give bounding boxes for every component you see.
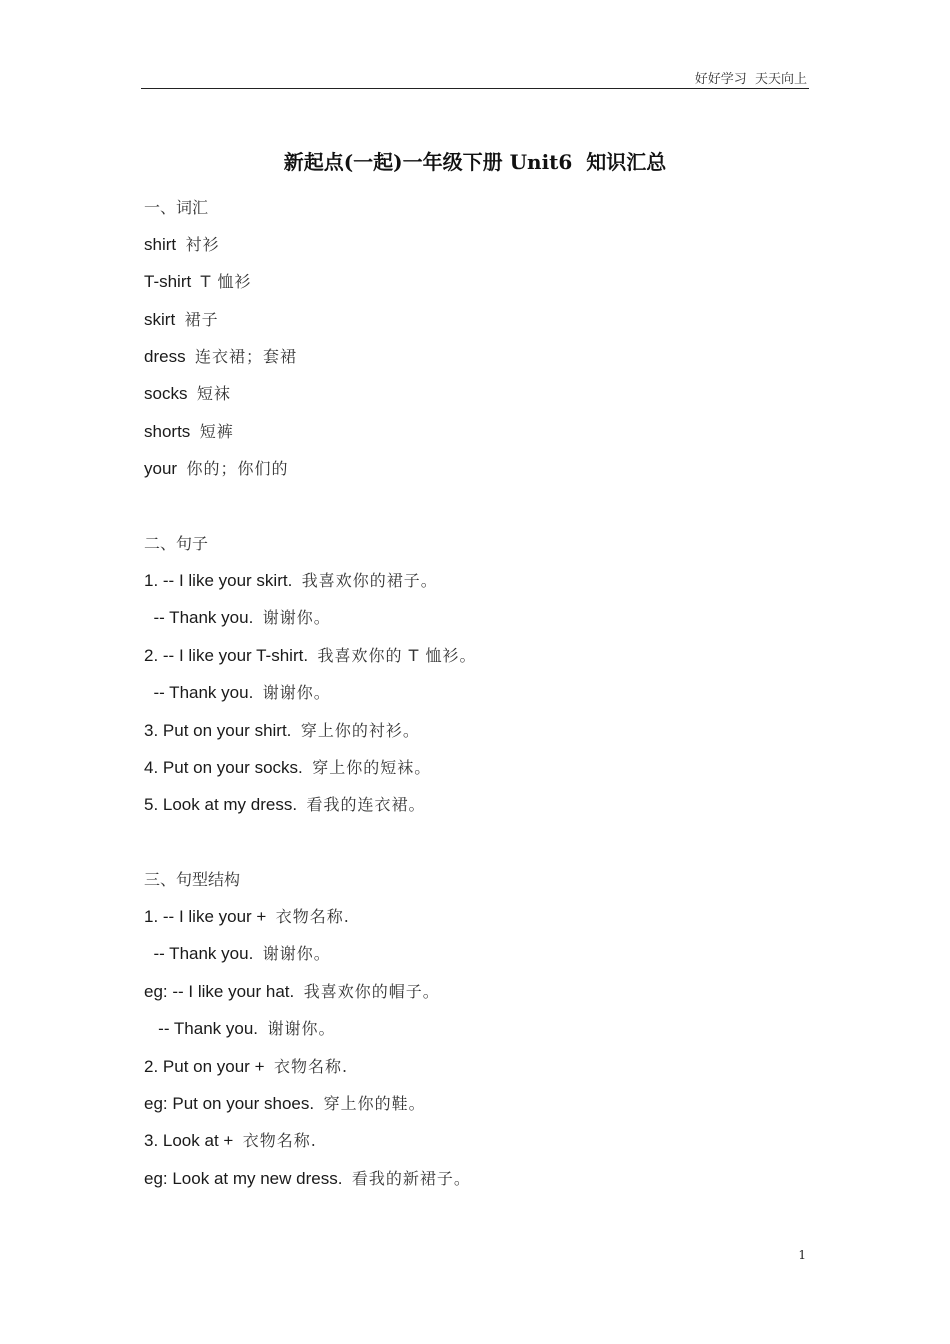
pattern-line xyxy=(144,1130,317,1152)
chinese-text: 谢谢你。 xyxy=(267,1019,336,1038)
pattern-line xyxy=(144,906,350,928)
chinese-text: 你的；你们的 xyxy=(186,459,289,478)
chinese-text: 谢谢你。 xyxy=(262,944,331,963)
pattern-line xyxy=(144,1093,426,1115)
english-text: 1. -- I like your skirt. xyxy=(144,571,302,590)
english-text: your xyxy=(144,459,187,478)
chinese-text: 我喜欢你的帽子。 xyxy=(303,982,440,1001)
english-text: 1. -- I like your + xyxy=(144,907,276,926)
chinese-text: 穿上你的鞋。 xyxy=(323,1094,426,1113)
english-text: eg: Put on your shoes. xyxy=(144,1094,324,1113)
section-heading-vocabulary: 一、词汇 xyxy=(144,198,209,217)
vocab-line xyxy=(144,458,289,480)
section-heading-patterns: 三、句型结构 xyxy=(144,870,241,889)
sentence-line xyxy=(144,757,431,779)
english-text: shirt xyxy=(144,235,186,254)
page-header: 好好学习 天天向上 xyxy=(694,72,807,87)
english-text: -- Thank you. xyxy=(144,1019,268,1038)
sentence-line xyxy=(144,720,420,742)
chinese-text: 连衣裙；套裙 xyxy=(195,347,298,366)
chinese-text: 谢谢你。 xyxy=(262,608,331,627)
chinese-text: 短袜 xyxy=(196,384,231,403)
english-text: skirt xyxy=(144,310,185,329)
english-text: eg: Look at my new dress. xyxy=(144,1169,352,1188)
chinese-text: 衣物名称. xyxy=(273,1057,349,1076)
page-number: 1 xyxy=(798,1248,806,1262)
chinese-text: 短裤 xyxy=(199,422,234,441)
document-title: 新起点(一起)一年级下册 Unit6 知识汇总 xyxy=(283,150,667,174)
chinese-text: 衣物名称. xyxy=(275,907,350,926)
vocab-line xyxy=(144,234,220,256)
sentence-line xyxy=(144,682,331,704)
sentence-line xyxy=(144,645,476,667)
chinese-text: 衬衫 xyxy=(185,235,220,254)
pattern-line xyxy=(144,943,331,965)
vocab-line xyxy=(144,346,297,368)
english-text: 2. -- I like your T-shirt. xyxy=(144,646,318,665)
header-divider xyxy=(141,88,809,89)
pattern-line xyxy=(144,981,440,1003)
sentence-line xyxy=(144,794,426,816)
english-text: -- Thank you. xyxy=(144,683,263,702)
chinese-text: 看我的连衣裙。 xyxy=(306,795,426,814)
english-text: 5. Look at my dress. xyxy=(144,795,307,814)
chinese-text: 看我的新裙子。 xyxy=(351,1169,471,1188)
pattern-line xyxy=(144,1168,471,1190)
english-text: 3. Look at + xyxy=(144,1131,243,1150)
chinese-text: 谢谢你。 xyxy=(262,683,331,702)
english-text: 2. Put on your + xyxy=(144,1057,274,1076)
vocab-line xyxy=(144,421,234,443)
chinese-text: 我喜欢你的裙子。 xyxy=(301,571,438,590)
sentence-line xyxy=(144,570,438,592)
sentence-line xyxy=(144,607,331,629)
vocab-line xyxy=(144,383,231,405)
english-text: socks xyxy=(144,384,197,403)
english-text: 4. Put on your socks. xyxy=(144,758,313,777)
chinese-text: 裙子 xyxy=(184,310,219,329)
chinese-text: 我喜欢你的 T 恤衫。 xyxy=(317,646,477,665)
vocab-line xyxy=(144,309,219,331)
chinese-text: 穿上你的短袜。 xyxy=(312,758,432,777)
english-text: T-shirt xyxy=(144,272,201,291)
english-text: -- Thank you. xyxy=(144,608,263,627)
section-heading-sentences: 二、句子 xyxy=(144,534,209,553)
pattern-line xyxy=(144,1018,335,1040)
english-text: dress xyxy=(144,347,196,366)
chinese-text: 穿上你的衬衫。 xyxy=(300,721,420,740)
english-text: eg: -- I like your hat. xyxy=(144,982,304,1001)
english-text: shorts xyxy=(144,422,200,441)
pattern-line xyxy=(144,1056,348,1078)
english-text: -- Thank you. xyxy=(144,944,263,963)
chinese-text: T 恤衫 xyxy=(200,272,252,291)
chinese-text: 衣物名称. xyxy=(242,1131,317,1150)
vocab-line xyxy=(144,271,252,293)
english-text: 3. Put on your shirt. xyxy=(144,721,301,740)
